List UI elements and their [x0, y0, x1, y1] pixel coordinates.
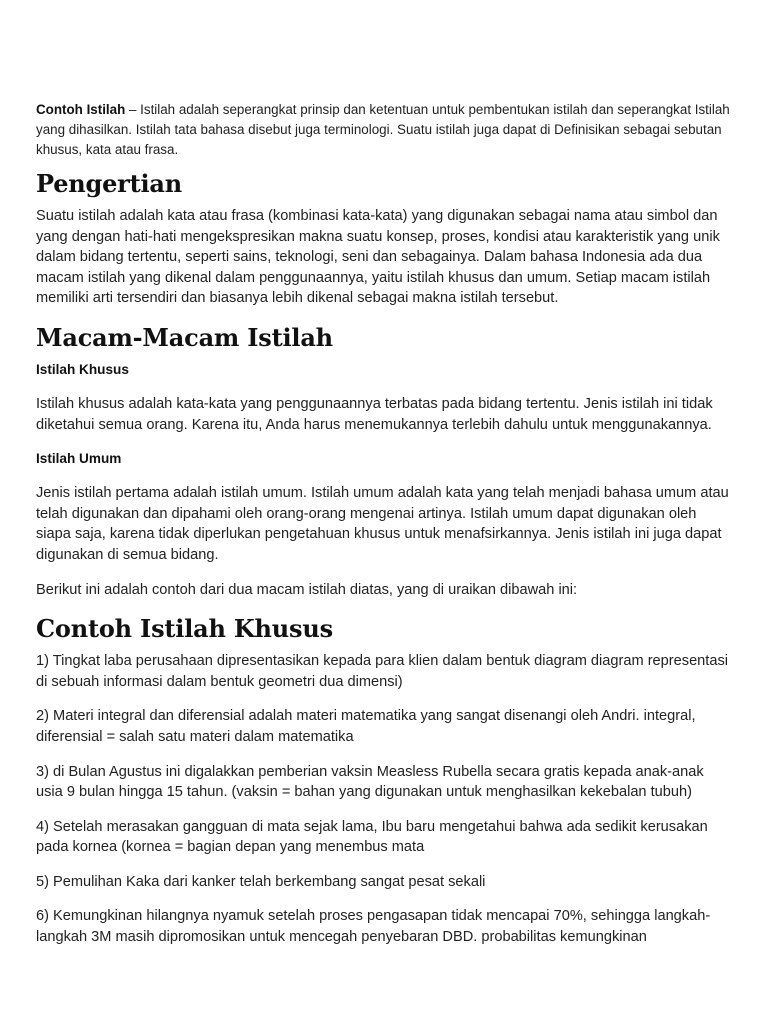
example-item: 4) Setelah merasakan gangguan di mata sejak lama, Ibu baru mengetahui bahwa ada sedikit kerusakan pada kornea (kornea = bagian depan yang menembus mata	[36, 818, 708, 856]
heading-pengertian: Pengertian	[36, 169, 183, 198]
intro-text: – Istilah adalah seperangkat prinsip dan ketentuan untuk pembentukan istilah dan seperangkat Istilah yang dihasilkan. Istilah tata bahasa disebut juga terminologi. Suatu istilah juga dapat di Definisikan sebagai sebutan khusus, kata atau frasa.	[36, 102, 730, 157]
example-item: 1) Tingkat laba perusahaan dipresentasikan kepada para klien dalam bentuk diagram diagram representasi di sebuah informasi dalam bentuk geometri dua dimensi)	[36, 653, 729, 690]
heading-contoh-istilah-khusus: Contoh Istilah Khusus	[36, 614, 333, 644]
subheading-istilah-umum: Istilah Umum	[36, 451, 122, 467]
heading-macam-macam-istilah: Macam-Macam Istilah	[36, 322, 333, 352]
intro-paragraph	[36, 100, 732, 160]
example-item: 5) Pemulihan Kaka dari kanker telah berkembang sangat pesat sekali	[36, 873, 486, 890]
subheading-istilah-khusus: Istilah Khusus	[36, 361, 129, 377]
istilah-umum-paragraph: Jenis istilah pertama adalah istilah umum. Istilah umum adalah kata yang telah menjadi bahasa umum atau telah digunakan dan dipahami oleh orang-orang mengenai artinya. Istilah umum dapat digunakan oleh siapa saja, karena tidak diperlukan pengetahuan khusus untuk menafsirkannya. Jenis istilah ini juga dapat digunakan di semua bidang.	[36, 485, 729, 563]
pengertian-paragraph: Suatu istilah adalah kata atau frasa (kombinasi kata-kata) yang digunakan sebagai nama atau simbol dan yang dengan hati-hati mengekspresikan makna suatu konsep, proses, kondisi atau karakteristik yang unik dalam bidang tertentu, seperti sains, teknologi, seni dan sebagainya. Dalam bahasa Indonesia ada dua macam istilah yang dikenal dalam penggunaannya, yaitu istilah khusus dan umum. Setiap macam istilah memiliki arti tersendiri dan biasanya lebih dikenal sebagai makna istilah tersebut.	[36, 208, 720, 307]
article	[36, 100, 732, 962]
istilah-khusus-paragraph: Istilah khusus adalah kata-kata yang penggunaannya terbatas pada bidang tertentu. Jenis istilah ini tidak diketahui semua orang. Karena itu, Anda harus menemukannya terlebih dahulu untuk menggunakannya.	[36, 395, 713, 433]
macam-closing-paragraph: Berikut ini adalah contoh dari dua macam istilah diatas, yang di uraikan dibawah ini:	[36, 581, 578, 598]
example-item: 2) Materi integral dan diferensial adalah materi matematika yang sangat disenangi oleh Andri. integral, diferensial = salah satu materi dalam matematika	[36, 708, 696, 745]
intro-bold-term: Contoh Istilah	[36, 102, 126, 117]
example-item: 6) Kemungkinan hilangnya nyamuk setelah proses pengasapan tidak mencapai 70%, sehingga langkah-langkah 3M masih dipromosikan untuk mencegah penyebaran DBD. probabilitas kemungkinan	[36, 908, 711, 946]
example-item: 3) di Bulan Agustus ini digalakkan pemberian vaksin Measless Rubella secara gratis kepada anak-anak usia 9 bulan hingga 15 tahun. (vaksin = bahan yang digunakan untuk menghasilkan kekebalan tubuh)	[36, 763, 704, 801]
